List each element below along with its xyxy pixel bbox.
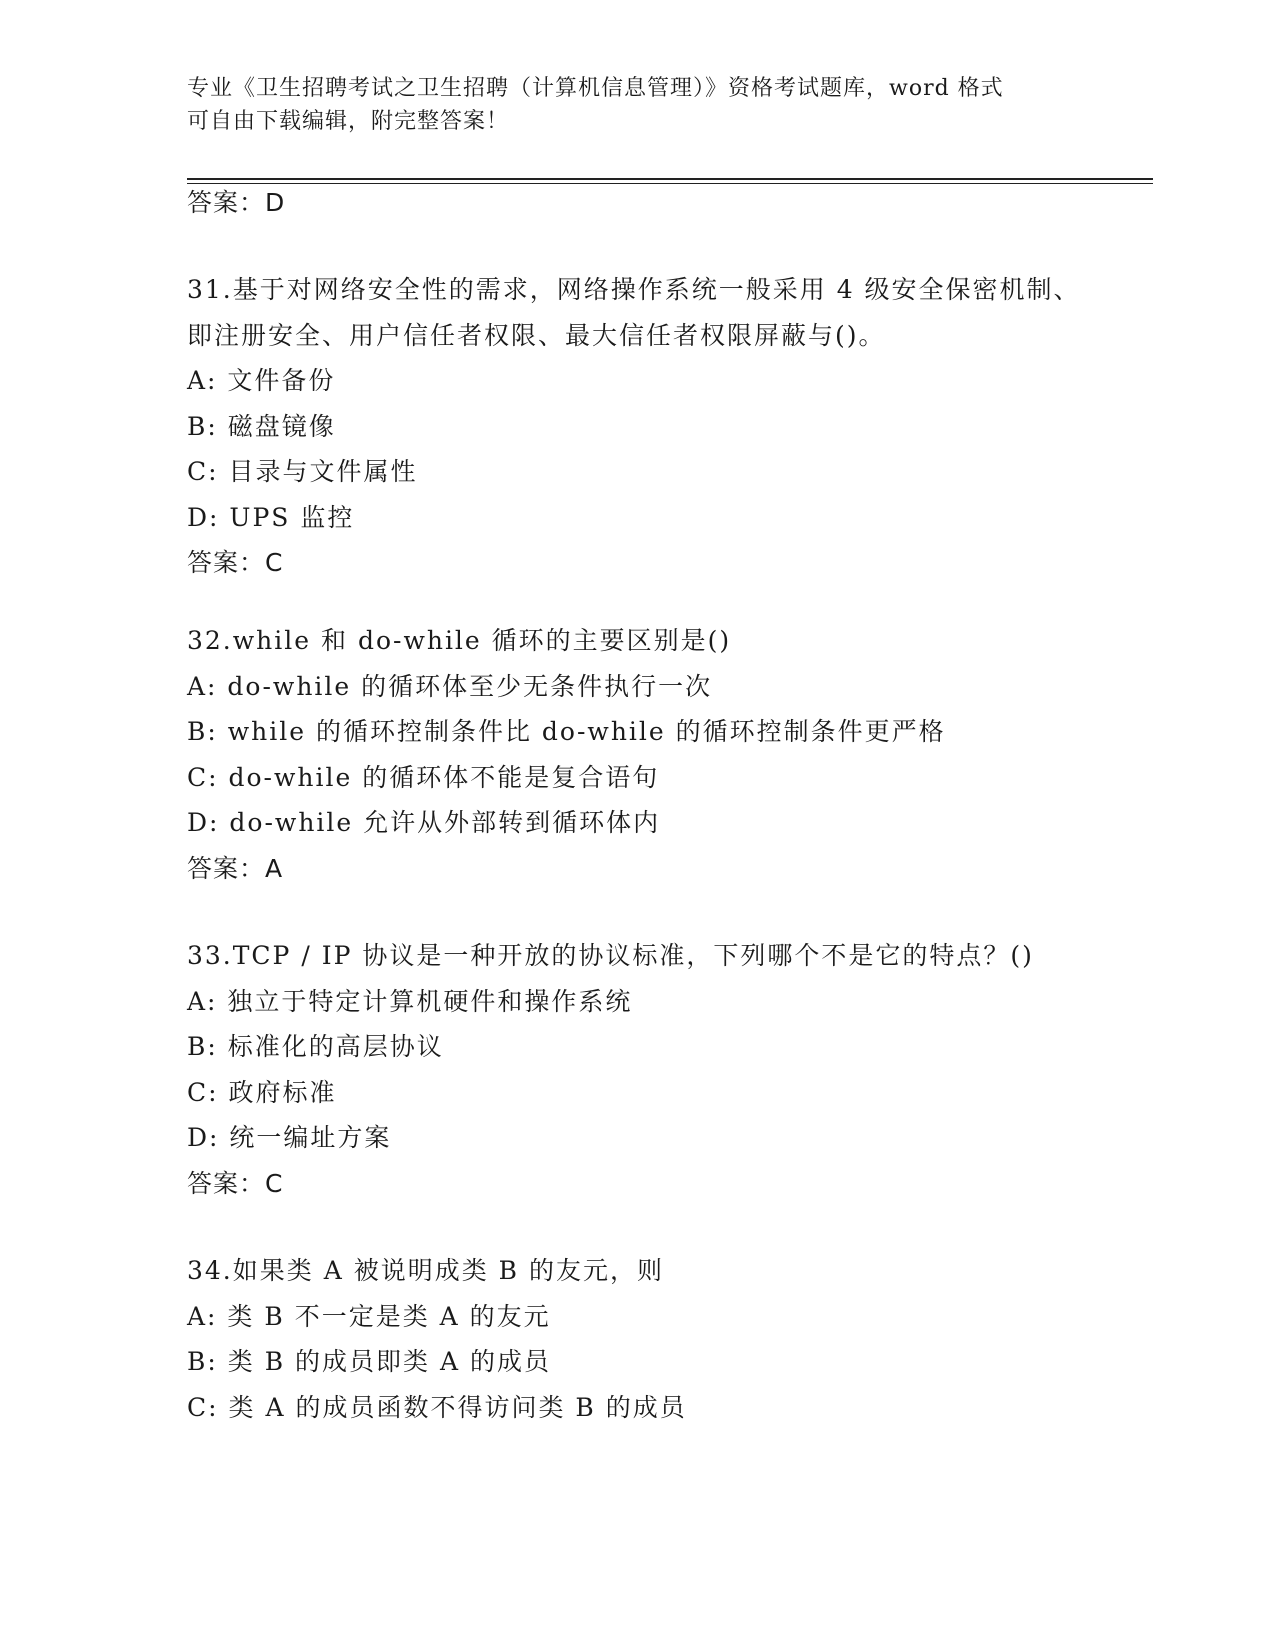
question-title: 32.while 和 do-while 循环的主要区别是() <box>187 626 732 655</box>
question-title: 31.基于对网络安全性的需求，网络操作系统一般采用 4 级安全保密机制、即注册安全、用户信任者权限、最大信任者权限屏蔽与()。 <box>187 275 1081 350</box>
option-b: B: while 的循环控制条件比 do-while 的循环控制条件更严格 <box>187 717 946 746</box>
previous-answer-block <box>187 180 1107 226</box>
option-c: C: 目录与文件属性 <box>187 457 418 486</box>
option-c: C: do-while 的循环体不能是复合语句 <box>187 762 660 792</box>
option-b: B: 磁盘镜像 <box>187 411 336 441</box>
question-33 <box>187 933 1107 1206</box>
document-header <box>187 72 1077 138</box>
answer: 答案：A <box>187 853 284 883</box>
option-a: A: 类 B 不一定是类 A 的友元 <box>187 1301 551 1331</box>
answer: 答案：C <box>187 1168 284 1198</box>
option-a: A: do-while 的循环体至少无条件执行一次 <box>187 671 713 701</box>
question-34 <box>187 1248 1107 1430</box>
option-c: C: 类 A 的成员函数不得访问类 B 的成员 <box>187 1392 687 1422</box>
question-32 <box>187 618 1107 891</box>
question-title: 34.如果类 A 被说明成类 B 的友元，则 <box>187 1256 664 1285</box>
option-d: D: do-while 允许从外部转到循环体内 <box>187 808 661 837</box>
option-d: D: UPS 监控 <box>187 502 355 532</box>
answer: 答案：C <box>187 548 284 577</box>
option-c: C: 政府标准 <box>187 1077 337 1107</box>
option-a: A: 文件备份 <box>187 366 336 395</box>
question-title: 33.TCP / IP 协议是一种开放的协议标准，下列哪个不是它的特点？() <box>187 941 1034 970</box>
option-b: B: 标准化的高层协议 <box>187 1032 444 1061</box>
option-a: A: 独立于特定计算机硬件和操作系统 <box>187 986 633 1016</box>
previous-answer: 答案：D <box>187 188 286 217</box>
header-line-2: 可自由下载编辑，附完整答案！ <box>187 109 510 134</box>
option-d: D: 统一编址方案 <box>187 1123 392 1152</box>
option-b: B: 类 B 的成员即类 A 的成员 <box>187 1347 551 1376</box>
question-31 <box>187 267 1107 586</box>
header-line-1: 专业《卫生招聘考试之卫生招聘（计算机信息管理）》资格考试题库，word 格式 <box>187 76 1004 101</box>
